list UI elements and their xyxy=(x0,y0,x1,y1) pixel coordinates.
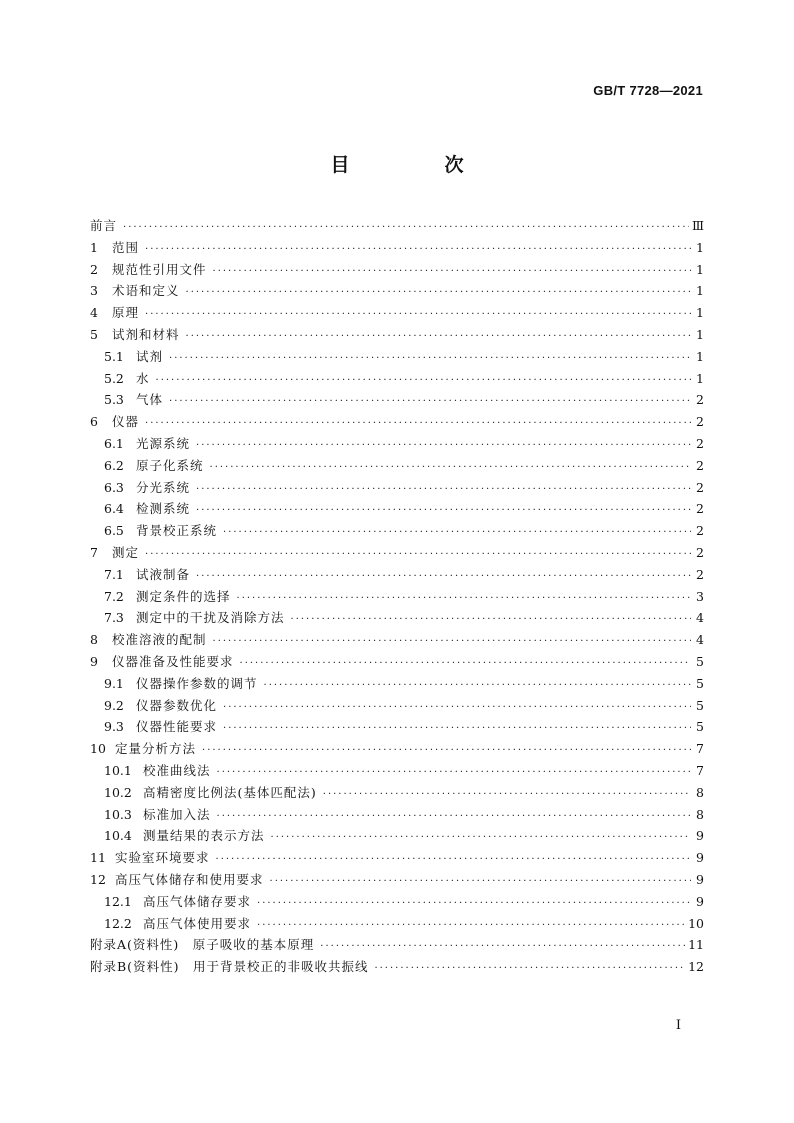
toc-entry[interactable] xyxy=(90,891,704,913)
toc-entry-page: 9 xyxy=(696,828,704,844)
toc-entry-number: 10.2 xyxy=(104,784,132,800)
dot-leader xyxy=(217,762,691,784)
toc-entry-page: Ⅲ xyxy=(691,218,704,233)
toc-entry-page: 2 xyxy=(696,544,704,560)
toc-entry-page: 1 xyxy=(696,348,704,364)
dot-leader xyxy=(196,566,691,588)
dot-leader xyxy=(223,697,691,719)
toc-entry-title: 背景校正系统 xyxy=(136,523,218,539)
toc-entry-number: 4 xyxy=(90,305,98,321)
toc-entry-number: 2 xyxy=(90,261,98,277)
toc-entry-number: 6.3 xyxy=(104,479,124,495)
toc-entry-page: 9 xyxy=(696,850,704,866)
toc-entry-number: 12.2 xyxy=(104,915,132,931)
toc-entry-page: 2 xyxy=(696,479,704,495)
dot-leader xyxy=(145,239,691,261)
toc-entry-number: 9.3 xyxy=(104,719,124,735)
toc-entry-title: 附录B(资料性) 用于背景校正的非吸收共振线 xyxy=(90,959,369,975)
toc-entry-page: 8 xyxy=(696,784,704,800)
toc-entry-title: 校准曲线法 xyxy=(143,762,211,778)
dot-leader xyxy=(374,958,685,980)
toc-entry-number: 6.1 xyxy=(104,435,124,451)
toc-entry-title: 试剂 xyxy=(136,348,164,364)
dot-leader xyxy=(186,282,691,304)
toc-entry-page: 2 xyxy=(696,501,704,517)
toc-entry-number: 10.1 xyxy=(104,762,132,778)
toc-entry[interactable] xyxy=(90,389,704,411)
toc-entry-page: 1 xyxy=(696,283,704,299)
toc-entry[interactable] xyxy=(90,782,704,804)
toc-entry-page: 1 xyxy=(696,370,704,386)
dot-leader xyxy=(145,413,691,435)
toc-entry[interactable] xyxy=(90,913,704,935)
toc-entry-number: 7.1 xyxy=(104,566,124,582)
toc-entry-title: 测定 xyxy=(112,544,140,560)
toc-entry-title: 附录A(资料性) 原子吸收的基本原理 xyxy=(90,937,315,953)
toc-entry-page: 9 xyxy=(696,893,704,909)
toc-entry-title: 定量分析方法 xyxy=(115,741,197,757)
toc-entry-title: 光源系统 xyxy=(136,435,191,451)
toc-entry-page: 2 xyxy=(696,414,704,430)
toc-entry-page: 2 xyxy=(696,457,704,473)
toc-entry[interactable] xyxy=(90,302,704,324)
toc-entry-page: 2 xyxy=(696,435,704,451)
toc-entry-page: 12 xyxy=(688,959,704,975)
dot-leader xyxy=(257,893,691,915)
dot-leader xyxy=(237,588,691,610)
dot-leader xyxy=(257,915,685,937)
toc-entry[interactable] xyxy=(90,607,704,629)
toc-entry-number: 5.2 xyxy=(104,370,124,386)
toc-entry-title: 仪器准备及性能要求 xyxy=(112,653,234,669)
toc-entry-number: 1 xyxy=(90,239,98,255)
toc-entry-page: 4 xyxy=(696,610,704,626)
toc-entry-number: 7.3 xyxy=(104,610,124,626)
toc-entry-title: 原子化系统 xyxy=(136,457,204,473)
toc-entry[interactable] xyxy=(90,695,704,717)
dot-leader xyxy=(291,609,691,631)
toc-entry-page: 4 xyxy=(696,632,704,648)
toc-entry-page: 11 xyxy=(688,937,704,953)
toc-entry-title: 试剂和材料 xyxy=(112,326,180,342)
toc-entry[interactable] xyxy=(90,542,704,564)
dot-leader xyxy=(210,457,691,479)
dot-leader xyxy=(240,653,691,675)
toc-entry-title: 实验室环境要求 xyxy=(115,850,210,866)
toc-entry-number: 6 xyxy=(90,414,98,430)
toc-entry-title: 测定中的干扰及消除方法 xyxy=(136,610,285,626)
toc-entry-title: 仪器 xyxy=(112,414,140,430)
toc-entry-number: 12 xyxy=(90,871,106,887)
dot-leader xyxy=(196,435,691,457)
toc-entry-title: 仪器参数优化 xyxy=(136,697,218,713)
toc-entry-page: 1 xyxy=(696,326,704,342)
toc-entry[interactable] xyxy=(90,586,704,608)
toc-entry-title: 规范性引用文件 xyxy=(112,261,207,277)
toc-entry-title: 检测系统 xyxy=(136,501,191,517)
dot-leader xyxy=(271,827,691,849)
toc-entry[interactable] xyxy=(90,498,704,520)
toc-entry-number: 5.1 xyxy=(104,348,124,364)
dot-leader xyxy=(169,391,691,413)
page-folio: Ⅰ xyxy=(675,1018,681,1033)
dot-leader xyxy=(217,806,691,828)
toc-entry-number: 7 xyxy=(90,544,98,560)
toc-entry[interactable] xyxy=(90,477,704,499)
toc-entry-page: 2 xyxy=(696,392,704,408)
toc-entry-number: 5 xyxy=(90,326,98,342)
dot-leader xyxy=(216,849,691,871)
toc-entry[interactable] xyxy=(90,716,704,738)
toc-entry-number: 11 xyxy=(90,850,106,866)
toc-entry-page: 5 xyxy=(696,719,704,735)
toc-entry-number: 10.3 xyxy=(104,806,132,822)
dot-leader xyxy=(264,675,691,697)
dot-leader xyxy=(123,217,689,239)
toc-entry-title: 高压气体储存要求 xyxy=(143,893,252,909)
toc-entry[interactable] xyxy=(90,520,704,542)
toc-entry-page: 7 xyxy=(696,762,704,778)
toc-entry-page: 2 xyxy=(696,566,704,582)
table-of-contents xyxy=(90,215,704,978)
toc-entry-page: 9 xyxy=(696,871,704,887)
page-title: 目 次 xyxy=(330,154,502,176)
toc-entry-number: 12.1 xyxy=(104,893,132,909)
toc-entry-title: 范围 xyxy=(112,239,140,255)
toc-entry-title: 高精密度比例法(基体匹配法) xyxy=(143,784,317,800)
toc-entry-title: 术语和定义 xyxy=(112,283,180,299)
toc-entry-page: 8 xyxy=(696,806,704,822)
dot-leader xyxy=(213,631,691,653)
toc-entry-title: 气体 xyxy=(136,392,164,408)
toc-entry-title: 标准加入法 xyxy=(143,806,211,822)
dot-leader xyxy=(223,522,691,544)
toc-entry[interactable] xyxy=(90,564,704,586)
toc-entry-number: 9 xyxy=(90,653,98,669)
toc-entry[interactable] xyxy=(90,280,704,302)
toc-entry[interactable] xyxy=(90,934,704,956)
toc-entry-title: 原理 xyxy=(112,305,140,321)
standard-number: GB/T 7728—2021 xyxy=(593,83,703,98)
dot-leader xyxy=(145,304,691,326)
toc-entry-title: 分光系统 xyxy=(136,479,191,495)
toc-entry-title: 高压气体使用要求 xyxy=(143,915,252,931)
toc-entry[interactable] xyxy=(90,433,704,455)
toc-entry[interactable] xyxy=(90,259,704,281)
dot-leader xyxy=(320,936,685,958)
toc-entry-page: 10 xyxy=(688,915,704,931)
toc-entry-title: 测量结果的表示方法 xyxy=(143,828,265,844)
toc-entry[interactable] xyxy=(90,324,704,346)
toc-entry[interactable] xyxy=(90,455,704,477)
toc-entry[interactable] xyxy=(90,368,704,390)
toc-entry[interactable] xyxy=(90,825,704,847)
toc-entry-page: 1 xyxy=(696,305,704,321)
toc-entry[interactable] xyxy=(90,869,704,891)
dot-leader xyxy=(145,544,691,566)
toc-entry-number: 5.3 xyxy=(104,392,124,408)
toc-entry-page: 5 xyxy=(696,697,704,713)
toc-entry[interactable] xyxy=(90,847,704,869)
toc-entry[interactable] xyxy=(90,215,704,237)
toc-entry-title: 仪器性能要求 xyxy=(136,719,218,735)
dot-leader xyxy=(270,871,691,893)
toc-entry-page: 1 xyxy=(696,239,704,255)
toc-entry-number: 10.4 xyxy=(104,828,132,844)
toc-entry[interactable] xyxy=(90,760,704,782)
toc-entry-number: 9.2 xyxy=(104,697,124,713)
dot-leader xyxy=(223,718,691,740)
dot-leader xyxy=(156,370,691,392)
dot-leader xyxy=(323,784,691,806)
toc-entry-number: 6.2 xyxy=(104,457,124,473)
toc-entry-number: 6.4 xyxy=(104,501,124,517)
toc-entry-number: 8 xyxy=(90,632,98,648)
toc-entry-title: 前言 xyxy=(90,218,118,233)
toc-entry-number: 9.1 xyxy=(104,675,124,691)
toc-entry-number: 10 xyxy=(90,741,106,757)
toc-entry-page: 1 xyxy=(696,261,704,277)
toc-entry-title: 测定条件的选择 xyxy=(136,588,231,604)
dot-leader xyxy=(196,500,691,522)
toc-entry[interactable] xyxy=(90,673,704,695)
dot-leader xyxy=(213,261,691,283)
toc-entry-number: 3 xyxy=(90,283,98,299)
dot-leader xyxy=(169,348,691,370)
toc-entry-page: 5 xyxy=(696,653,704,669)
toc-entry-number: 6.5 xyxy=(104,523,124,539)
toc-entry[interactable] xyxy=(90,738,704,760)
toc-entry-title: 高压气体储存和使用要求 xyxy=(115,871,264,887)
toc-entry[interactable] xyxy=(90,629,704,651)
toc-entry[interactable] xyxy=(90,651,704,673)
dot-leader xyxy=(186,326,691,348)
toc-entry-page: 2 xyxy=(696,523,704,539)
dot-leader xyxy=(202,740,691,762)
toc-entry[interactable] xyxy=(90,237,704,259)
toc-entry-number: 7.2 xyxy=(104,588,124,604)
dot-leader xyxy=(196,479,691,501)
toc-entry-page: 7 xyxy=(696,741,704,757)
toc-entry-page: 3 xyxy=(696,588,704,604)
toc-entry-title: 仪器操作参数的调节 xyxy=(136,675,258,691)
toc-entry[interactable] xyxy=(90,346,704,368)
toc-entry[interactable] xyxy=(90,804,704,826)
toc-entry-title: 校准溶液的配制 xyxy=(112,632,207,648)
toc-entry[interactable] xyxy=(90,956,704,978)
toc-entry-page: 5 xyxy=(696,675,704,691)
toc-entry-title: 水 xyxy=(136,370,150,386)
toc-entry[interactable] xyxy=(90,411,704,433)
toc-entry-title: 试液制备 xyxy=(136,566,191,582)
